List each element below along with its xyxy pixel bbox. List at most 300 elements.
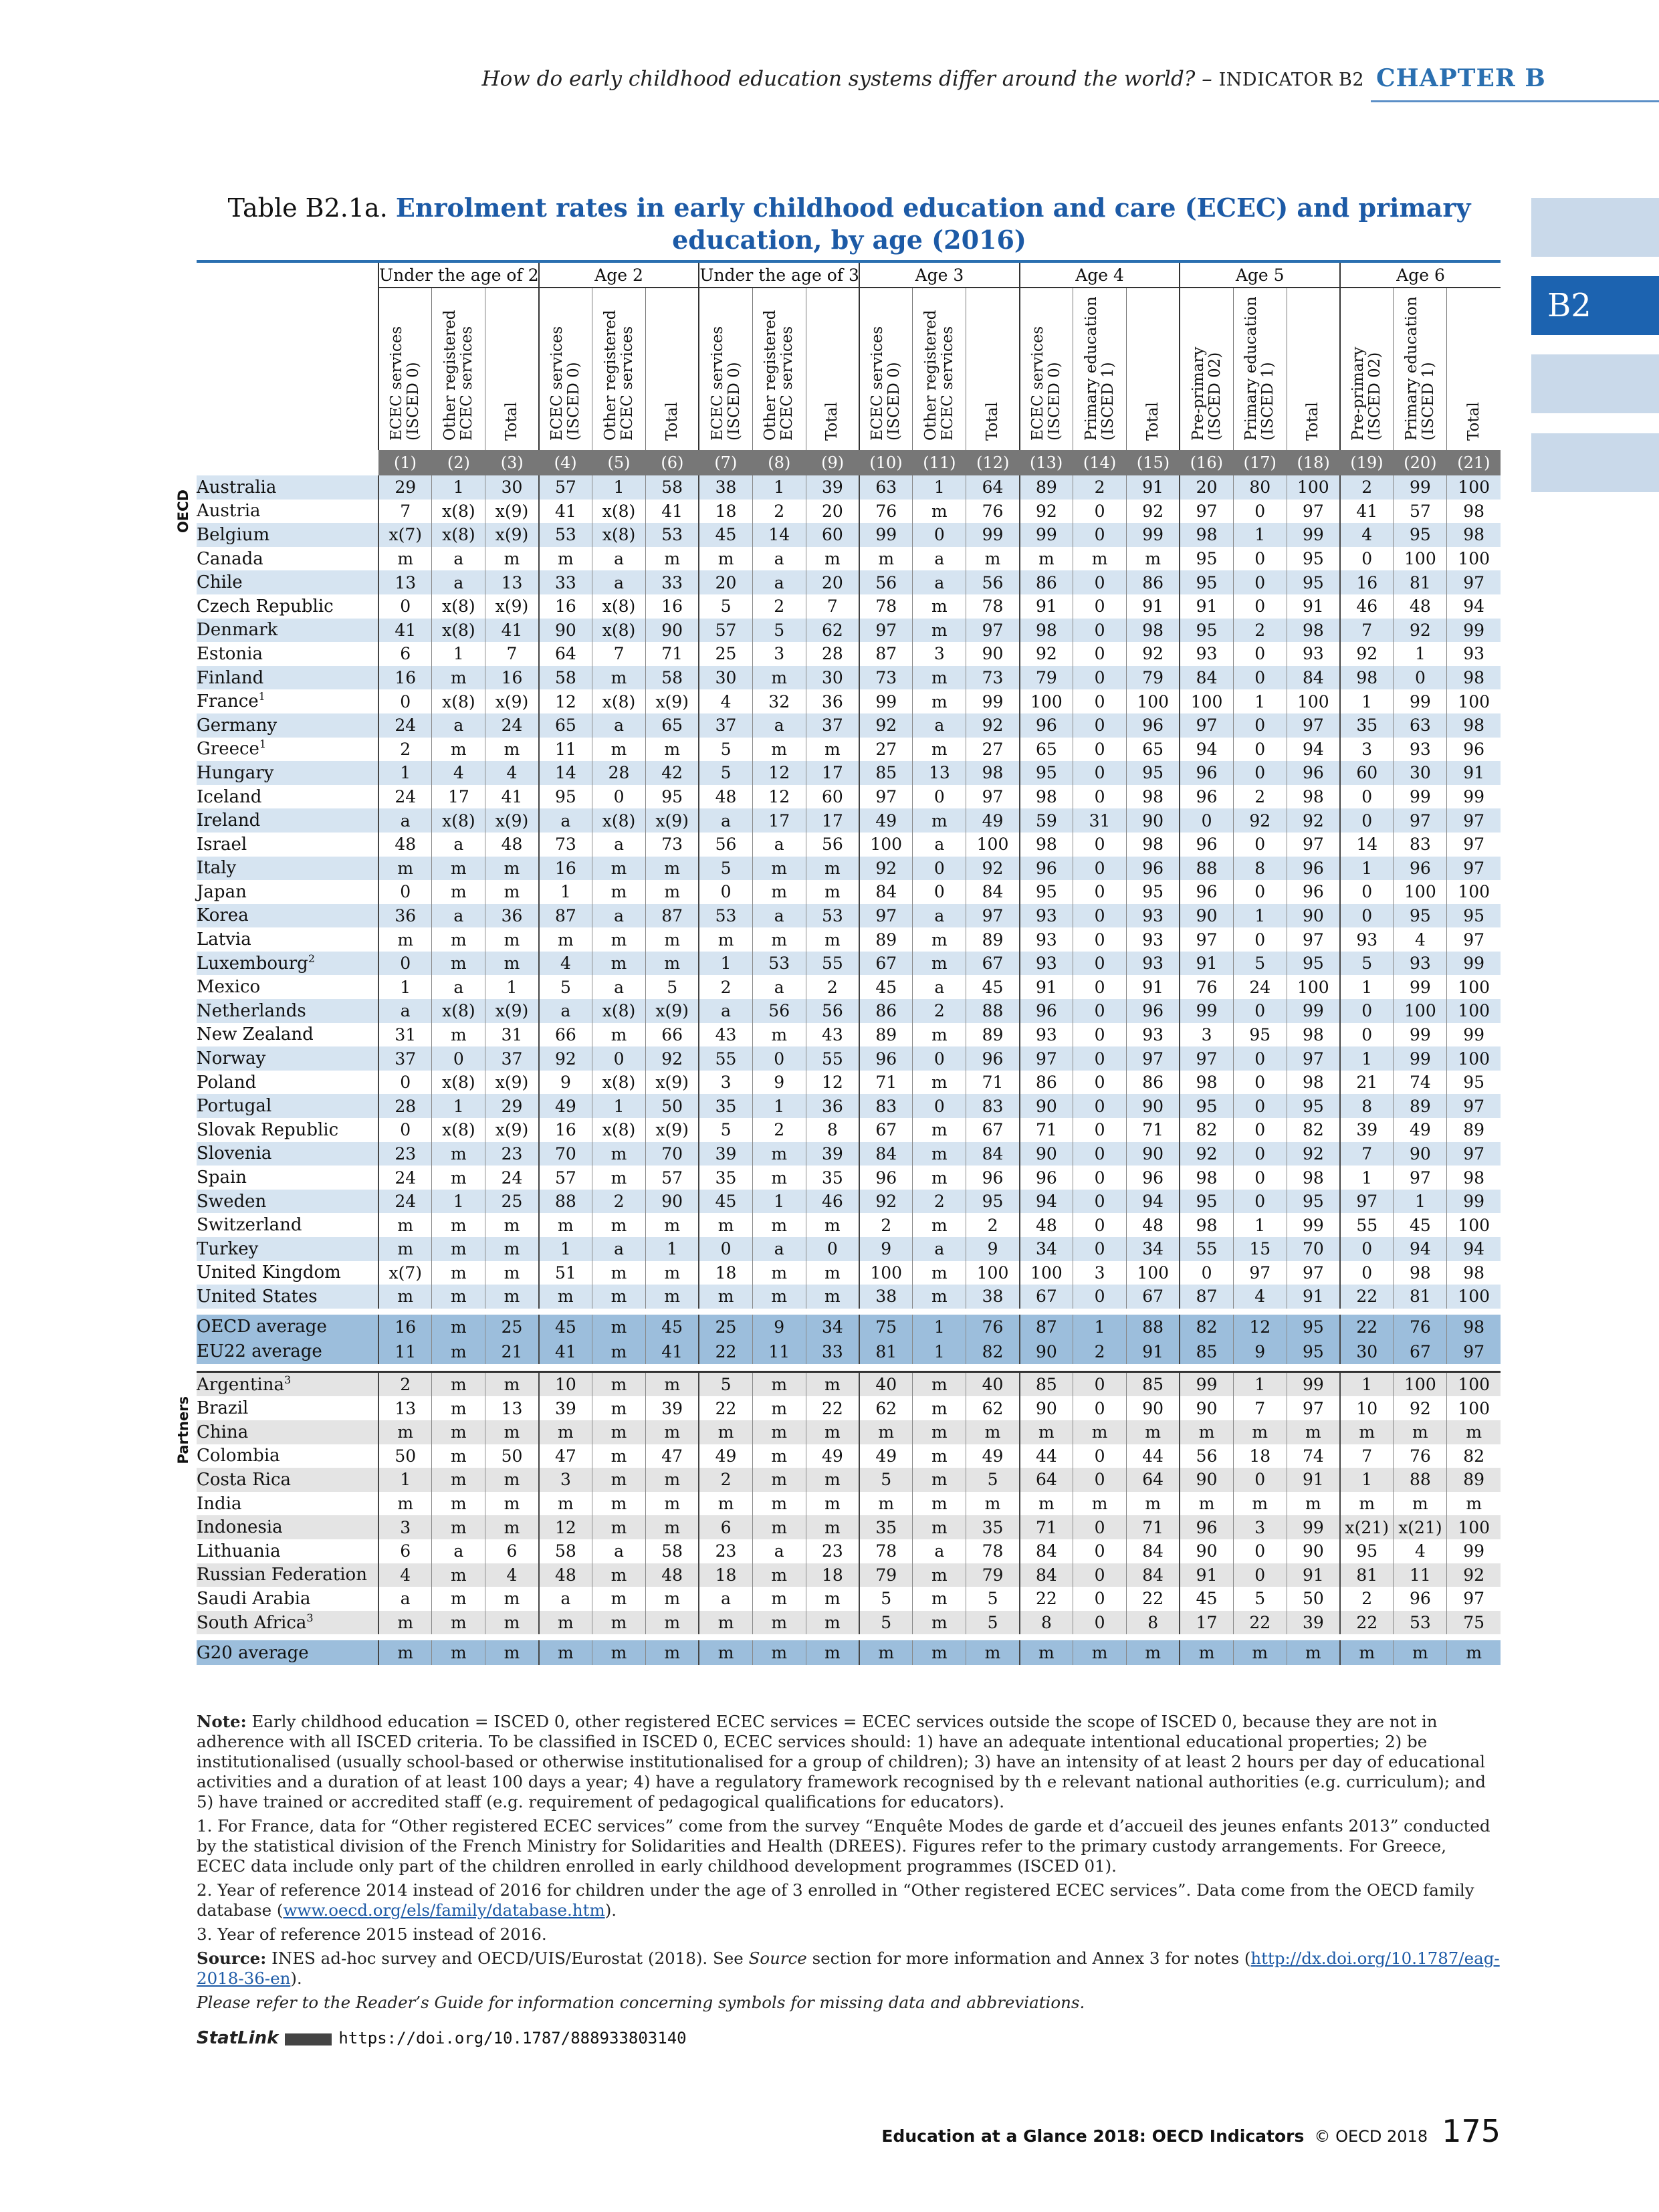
table-cell: 85 <box>1127 1371 1180 1396</box>
table-cell: 73 <box>966 666 1020 690</box>
table-cell: m <box>1233 1420 1287 1444</box>
table-cell: 0 <box>1073 1587 1127 1611</box>
table-cell: 18 <box>1233 1444 1287 1468</box>
table-cell: m <box>378 547 432 571</box>
table-cell: 94 <box>1447 594 1501 619</box>
table-cell: 75 <box>1447 1611 1501 1635</box>
table-cell: 95 <box>1180 547 1233 571</box>
table-cell: 89 <box>966 1023 1020 1047</box>
table-cell: m <box>592 927 646 952</box>
table-cell: m <box>913 1396 966 1420</box>
table-cell: 12 <box>752 761 806 785</box>
table-cell: 24 <box>1233 975 1287 999</box>
table-cell: 89 <box>859 1023 913 1047</box>
source-text-a: INES ad-hoc survey and OECD/UIS/Eurostat (2018). See <box>271 1949 744 1968</box>
column-subheader <box>1073 288 1127 450</box>
table-cell: 2 <box>752 1118 806 1142</box>
table-cell: m <box>432 1611 485 1635</box>
table-cell: 0 <box>1073 713 1127 738</box>
table-cell: x(8) <box>592 808 646 833</box>
table-cell: 97 <box>1180 500 1233 524</box>
table-cell: m <box>1127 1420 1180 1444</box>
table-cell: 20 <box>806 570 859 594</box>
table-cell: m <box>1394 1492 1447 1516</box>
table-cell: 100 <box>1127 1261 1180 1285</box>
country-name-text: Hungary <box>197 762 274 783</box>
table-cell: 58 <box>645 666 699 690</box>
table-cell: 82 <box>1447 1444 1501 1468</box>
table-cell: m <box>592 1396 646 1420</box>
copyright: © OECD 2018 <box>1314 2127 1428 2146</box>
table-cell: 23 <box>699 1539 752 1563</box>
table-cell: m <box>752 1261 806 1285</box>
source-label: Source: <box>197 1949 267 1968</box>
table-cell: m <box>645 738 699 762</box>
table-cell: m <box>485 1492 539 1516</box>
table-cell: 22 <box>1340 1611 1394 1635</box>
country-name-text: Saudi Arabia <box>197 1588 311 1609</box>
table-cell: 82 <box>1180 1315 1233 1339</box>
table-row <box>197 523 1501 547</box>
table-cell: 99 <box>1447 952 1501 976</box>
table-cell: m <box>592 1213 646 1237</box>
table-row <box>197 1539 1501 1563</box>
side-tab-blank-3 <box>1531 433 1659 492</box>
table-cell: 0 <box>1073 1142 1127 1166</box>
column-subheader <box>1233 288 1287 450</box>
table-cell: 27 <box>966 738 1020 762</box>
table-cell: 86 <box>1020 570 1073 594</box>
table-cell: m <box>645 547 699 571</box>
column-subheader-text: Total <box>1143 402 1162 441</box>
table-cell: 1 <box>1340 1166 1394 1190</box>
table-cell: 0 <box>1073 1396 1127 1420</box>
table-cell: 12 <box>539 689 592 713</box>
table-cell: m <box>485 857 539 881</box>
table-cell: 1 <box>913 475 966 500</box>
table-cell: m <box>592 666 646 690</box>
table-cell: 0 <box>1073 619 1127 643</box>
table-cell: 0 <box>913 523 966 547</box>
table-cell: 74 <box>1394 1071 1447 1095</box>
table-cell: 87 <box>1020 1315 1073 1339</box>
table-cell: 64 <box>539 642 592 666</box>
table-cell: 67 <box>1127 1285 1180 1309</box>
table-cell: 90 <box>1287 1539 1340 1563</box>
table-cell: 90 <box>1180 1468 1233 1492</box>
table-cell: 45 <box>645 1315 699 1339</box>
table-cell: m <box>913 952 966 976</box>
table-cell: 71 <box>1127 1515 1180 1539</box>
table-cell: 95 <box>1447 904 1501 928</box>
country-name-text: Italy <box>197 858 237 879</box>
table-cell: 39 <box>539 1396 592 1420</box>
table-cell: a <box>378 1587 432 1611</box>
table-cell: 5 <box>966 1611 1020 1635</box>
table-cell: 92 <box>539 1046 592 1071</box>
table-cell: 93 <box>1394 952 1447 976</box>
table-cell: m <box>1180 1420 1233 1444</box>
table-cell: m <box>913 1420 966 1444</box>
table-cell: m <box>1394 1420 1447 1444</box>
table-cell: 49 <box>966 1444 1020 1468</box>
table-cell: m <box>432 1640 485 1665</box>
country-name <box>197 1094 378 1118</box>
table-cell: 17 <box>806 808 859 833</box>
table-cell: a <box>913 713 966 738</box>
statlink-url[interactable]: https://doi.org/10.1787/888933803140 <box>338 2029 687 2048</box>
country-name-text: Spain <box>197 1168 247 1188</box>
table-cell: 2 <box>913 999 966 1023</box>
table-cell: 39 <box>699 1142 752 1166</box>
table-cell: m <box>432 1315 485 1339</box>
table-cell: m <box>1394 1640 1447 1665</box>
table-cell: 5 <box>1233 1587 1287 1611</box>
table-cell: m <box>913 1261 966 1285</box>
table-cell: 18 <box>806 1563 859 1587</box>
table-cell: 5 <box>1340 952 1394 976</box>
table-cell: m <box>752 1515 806 1539</box>
table-cell: m <box>432 1237 485 1261</box>
table-cell: m <box>806 880 859 904</box>
table-cell: 56 <box>806 999 859 1023</box>
table-cell: a <box>913 570 966 594</box>
table-cell: 92 <box>859 1190 913 1214</box>
table-cell: 90 <box>1394 1142 1447 1166</box>
country-name-text: China <box>197 1422 249 1442</box>
table-cell: 47 <box>539 1444 592 1468</box>
table-cell: m <box>966 1640 1020 1665</box>
table-cell: x(9) <box>485 999 539 1023</box>
table-cell: 7 <box>378 500 432 524</box>
table-row <box>197 952 1501 976</box>
table-cell: 0 <box>1073 570 1127 594</box>
table-cell: 0 <box>378 1071 432 1095</box>
table-cell: 95 <box>1020 761 1073 785</box>
table-cell: 2 <box>806 975 859 999</box>
column-subheader <box>645 288 699 450</box>
table-cell: 98 <box>1447 666 1501 690</box>
table-cell: 0 <box>1180 1261 1233 1285</box>
table-cell: 89 <box>859 927 913 952</box>
table-cell: m <box>378 1420 432 1444</box>
table-cell: m <box>913 1023 966 1047</box>
table-cell: 76 <box>859 500 913 524</box>
table-cell: 1 <box>539 880 592 904</box>
table-cell: x(8) <box>432 689 485 713</box>
table-cell: 5 <box>859 1611 913 1635</box>
table-cell: m <box>966 1492 1020 1516</box>
table-cell: 1 <box>539 1237 592 1261</box>
table-cell: 99 <box>1394 975 1447 999</box>
table-cell: 95 <box>1394 523 1447 547</box>
table-cell: 99 <box>966 689 1020 713</box>
country-name-text: Lithuania <box>197 1541 281 1561</box>
table-cell: 8 <box>1340 1094 1394 1118</box>
table-cell: 11 <box>1394 1563 1447 1587</box>
table-cell: 97 <box>1447 833 1501 857</box>
table-cell: m <box>1340 1640 1394 1665</box>
table-cell: 91 <box>1447 761 1501 785</box>
table-cell: 55 <box>806 1046 859 1071</box>
table-row <box>197 857 1501 881</box>
table-cell: x(8) <box>592 1071 646 1095</box>
table-cell: 65 <box>645 713 699 738</box>
table-cell: m <box>806 1587 859 1611</box>
table-cell: m <box>378 1492 432 1516</box>
table-cell: m <box>699 1420 752 1444</box>
table-cell: 100 <box>1287 975 1340 999</box>
table-cell: 8 <box>1233 857 1287 881</box>
table-cell: m <box>752 1285 806 1309</box>
table-cell: 0 <box>1233 642 1287 666</box>
table-cell: m <box>485 1468 539 1492</box>
table-cell: 24 <box>485 1166 539 1190</box>
table-cell: m <box>539 1285 592 1309</box>
table-cell: 2 <box>378 1371 432 1396</box>
table-cell: 97 <box>1180 1046 1233 1071</box>
spacer <box>197 1364 1501 1372</box>
table-cell: 45 <box>859 975 913 999</box>
table-cell: m <box>592 1640 646 1665</box>
table-cell: 37 <box>378 1046 432 1071</box>
table-cell: 60 <box>806 523 859 547</box>
column-subheader <box>1127 288 1180 450</box>
country-name <box>197 547 378 571</box>
table-cell: 82 <box>1287 1118 1340 1142</box>
partners-side-label: Partners <box>175 1396 191 1464</box>
footnote-marker: 1 <box>259 738 267 751</box>
table-cell: 49 <box>539 1094 592 1118</box>
table-cell: 91 <box>1180 952 1233 976</box>
table-cell: 83 <box>966 1094 1020 1118</box>
table-cell: 16 <box>539 594 592 619</box>
table-cell: 90 <box>1180 1396 1233 1420</box>
table-cell: 58 <box>539 666 592 690</box>
table-row <box>197 1094 1501 1118</box>
table-cell: 0 <box>1073 523 1127 547</box>
country-name-text: OECD average <box>197 1317 327 1337</box>
table-cell: a <box>432 570 485 594</box>
table-cell: 98 <box>1020 619 1073 643</box>
country-name-text: Costa Rica <box>197 1469 292 1490</box>
table-cell: 0 <box>1340 880 1394 904</box>
table-cell: 99 <box>1394 785 1447 809</box>
country-name-text: Korea <box>197 905 249 926</box>
table-cell: 0 <box>1340 1237 1394 1261</box>
table-row <box>197 1371 1501 1396</box>
country-name <box>197 833 378 857</box>
footnote-1: 1. For France, data for “Other registered ECEC services” come from the survey “Enquête Modes de garde et d’accueil des jeunes enfants 2013” conducted by the statistical division of the French Ministry for Solidarities and Health (DREES). Figures refer to the primary custody arrangements. For Greece, ECEC data include only part of the children enrolled in early childhood development programmes (ISCED 01). <box>197 1816 1490 1876</box>
table-cell: 14 <box>752 523 806 547</box>
table-cell: 99 <box>1394 689 1447 713</box>
table-cell: 96 <box>1127 1166 1180 1190</box>
country-name-text: Estonia <box>197 643 263 664</box>
table-cell: 92 <box>1180 1142 1233 1166</box>
country-name <box>197 1118 378 1142</box>
table-cell: m <box>592 1611 646 1635</box>
table-cell: 92 <box>1394 619 1447 643</box>
table-cell: 36 <box>485 904 539 928</box>
table-cell: 3 <box>539 1468 592 1492</box>
table-cell: m <box>752 1611 806 1635</box>
table-cell: m <box>1127 1640 1180 1665</box>
table-cell: 37 <box>699 713 752 738</box>
table-cell: 98 <box>1020 833 1073 857</box>
table-cell: 100 <box>1020 689 1073 713</box>
table-cell: m <box>913 1640 966 1665</box>
footnote-marker: 3 <box>306 1611 314 1624</box>
table-cell: 23 <box>806 1539 859 1563</box>
table-cell: 0 <box>1073 1118 1127 1142</box>
table-cell: m <box>1127 547 1180 571</box>
table-cell: m <box>592 1261 646 1285</box>
table-cell: 0 <box>1340 808 1394 833</box>
table-cell: m <box>645 1261 699 1285</box>
column-subheader-text: ECEC services (ISCED 0) <box>1028 326 1063 441</box>
column-subheader-text: Primary education (ISCED 1) <box>1402 296 1437 441</box>
country-name <box>197 713 378 738</box>
table-cell: 2 <box>1233 619 1287 643</box>
table-cell: 100 <box>1447 1046 1501 1071</box>
column-number: (4) <box>539 450 592 475</box>
table-cell: 62 <box>966 1396 1020 1420</box>
table-cell: m <box>432 1166 485 1190</box>
column-subheader <box>913 288 966 450</box>
table-cell: m <box>1447 1420 1501 1444</box>
table-cell: 96 <box>1020 713 1073 738</box>
table-cell: 99 <box>1447 785 1501 809</box>
table-cell: 0 <box>1073 904 1127 928</box>
table-cell: 97 <box>1447 1094 1501 1118</box>
table-cell: 98 <box>1447 1261 1501 1285</box>
table-cell: 78 <box>859 594 913 619</box>
table-cell: 74 <box>1287 1444 1340 1468</box>
table-cell: x(9) <box>485 689 539 713</box>
table-cell: 1 <box>1073 1315 1127 1339</box>
column-subheader-text: Other registered ECEC services <box>762 310 796 441</box>
table-cell: 4 <box>1340 523 1394 547</box>
table-cell: 9 <box>752 1315 806 1339</box>
table-cell: 93 <box>1287 642 1340 666</box>
table-cell: 53 <box>752 952 806 976</box>
spacer <box>197 1309 1501 1315</box>
table-cell: 24 <box>378 713 432 738</box>
table-cell: 97 <box>859 619 913 643</box>
table-cell: 96 <box>1127 999 1180 1023</box>
table-cell: m <box>806 1640 859 1665</box>
table-cell: 47 <box>645 1444 699 1468</box>
table-cell: 0 <box>378 689 432 713</box>
source-link[interactable]: http://dx.doi.org/10.1787/eag-2018-36-en <box>197 1949 1500 1988</box>
table-cell: 82 <box>966 1339 1020 1364</box>
table-cell: m <box>432 1444 485 1468</box>
table-cell: 97 <box>1233 1261 1287 1285</box>
table-cell: 2 <box>378 738 432 762</box>
table-cell: 96 <box>1127 713 1180 738</box>
country-name <box>197 1611 378 1635</box>
table-cell: m <box>645 1611 699 1635</box>
table-cell: m <box>806 1371 859 1396</box>
table-cell: 13 <box>485 1396 539 1420</box>
table-cell: x(9) <box>485 523 539 547</box>
table-cell: a <box>432 547 485 571</box>
country-name-text: Brazil <box>197 1398 249 1419</box>
table-cell: 48 <box>1127 1213 1180 1237</box>
table-cell: 45 <box>1394 1213 1447 1237</box>
table-cell: 97 <box>966 904 1020 928</box>
table-cell: 25 <box>699 642 752 666</box>
country-name-text: Argentina <box>197 1374 284 1395</box>
country-name <box>197 952 378 976</box>
table-cell: 0 <box>1233 999 1287 1023</box>
table-row <box>197 642 1501 666</box>
table-cell: 97 <box>1287 500 1340 524</box>
table-cell: 17 <box>1180 1611 1233 1635</box>
table-cell: m <box>806 927 859 952</box>
table-cell: 97 <box>1287 833 1340 857</box>
table-cell: m <box>592 738 646 762</box>
table-cell: m <box>1447 1492 1501 1516</box>
table-cell: a <box>432 833 485 857</box>
table-cell: 95 <box>1180 1190 1233 1214</box>
column-subheader <box>539 288 592 450</box>
table-cell: 95 <box>1127 880 1180 904</box>
table-cell: 4 <box>485 1563 539 1587</box>
table-cell: 1 <box>1340 857 1394 881</box>
table-cell: 28 <box>378 1094 432 1118</box>
table-row <box>197 1420 1501 1444</box>
table-cell: 0 <box>1073 689 1127 713</box>
table-cell: 0 <box>1233 1190 1287 1214</box>
table-cell: x(8) <box>592 523 646 547</box>
table-cell: 91 <box>1180 594 1233 619</box>
table-cell: 22 <box>699 1339 752 1364</box>
table-cell: m <box>752 1023 806 1047</box>
table-cell: 7 <box>485 642 539 666</box>
column-subheader <box>966 288 1020 450</box>
country-name-text: Czech Republic <box>197 596 334 617</box>
table-cell: 29 <box>485 1094 539 1118</box>
table-cell: 76 <box>1394 1444 1447 1468</box>
table-cell: 81 <box>1394 1285 1447 1309</box>
table-row <box>197 1261 1501 1285</box>
table-cell: 92 <box>966 713 1020 738</box>
table-cell: 92 <box>1287 808 1340 833</box>
table-cell: m <box>432 857 485 881</box>
table-cell: 49 <box>859 1444 913 1468</box>
table-cell: 5 <box>699 738 752 762</box>
table-cell: m <box>539 1640 592 1665</box>
table-cell: m <box>485 1213 539 1237</box>
table-row <box>197 713 1501 738</box>
column-number: (18) <box>1287 450 1340 475</box>
column-subheader-text: Other registered ECEC services <box>441 310 475 441</box>
table-cell: m <box>645 1285 699 1309</box>
table-cell: 0 <box>1233 1142 1287 1166</box>
column-subheader <box>1340 288 1394 450</box>
table-cell: 5 <box>1233 952 1287 976</box>
table-cell: 96 <box>859 1046 913 1071</box>
country-name-text: Ireland <box>197 810 261 831</box>
country-name <box>197 1285 378 1309</box>
country-name-text: Poland <box>197 1072 257 1093</box>
table-cell: m <box>539 1611 592 1635</box>
table-cell: 55 <box>699 1046 752 1071</box>
family-database-link[interactable]: www.oecd.org/els/family/database.htm <box>283 1900 605 1920</box>
table-cell: 22 <box>1127 1587 1180 1611</box>
page-footer <box>0 2113 1501 2149</box>
